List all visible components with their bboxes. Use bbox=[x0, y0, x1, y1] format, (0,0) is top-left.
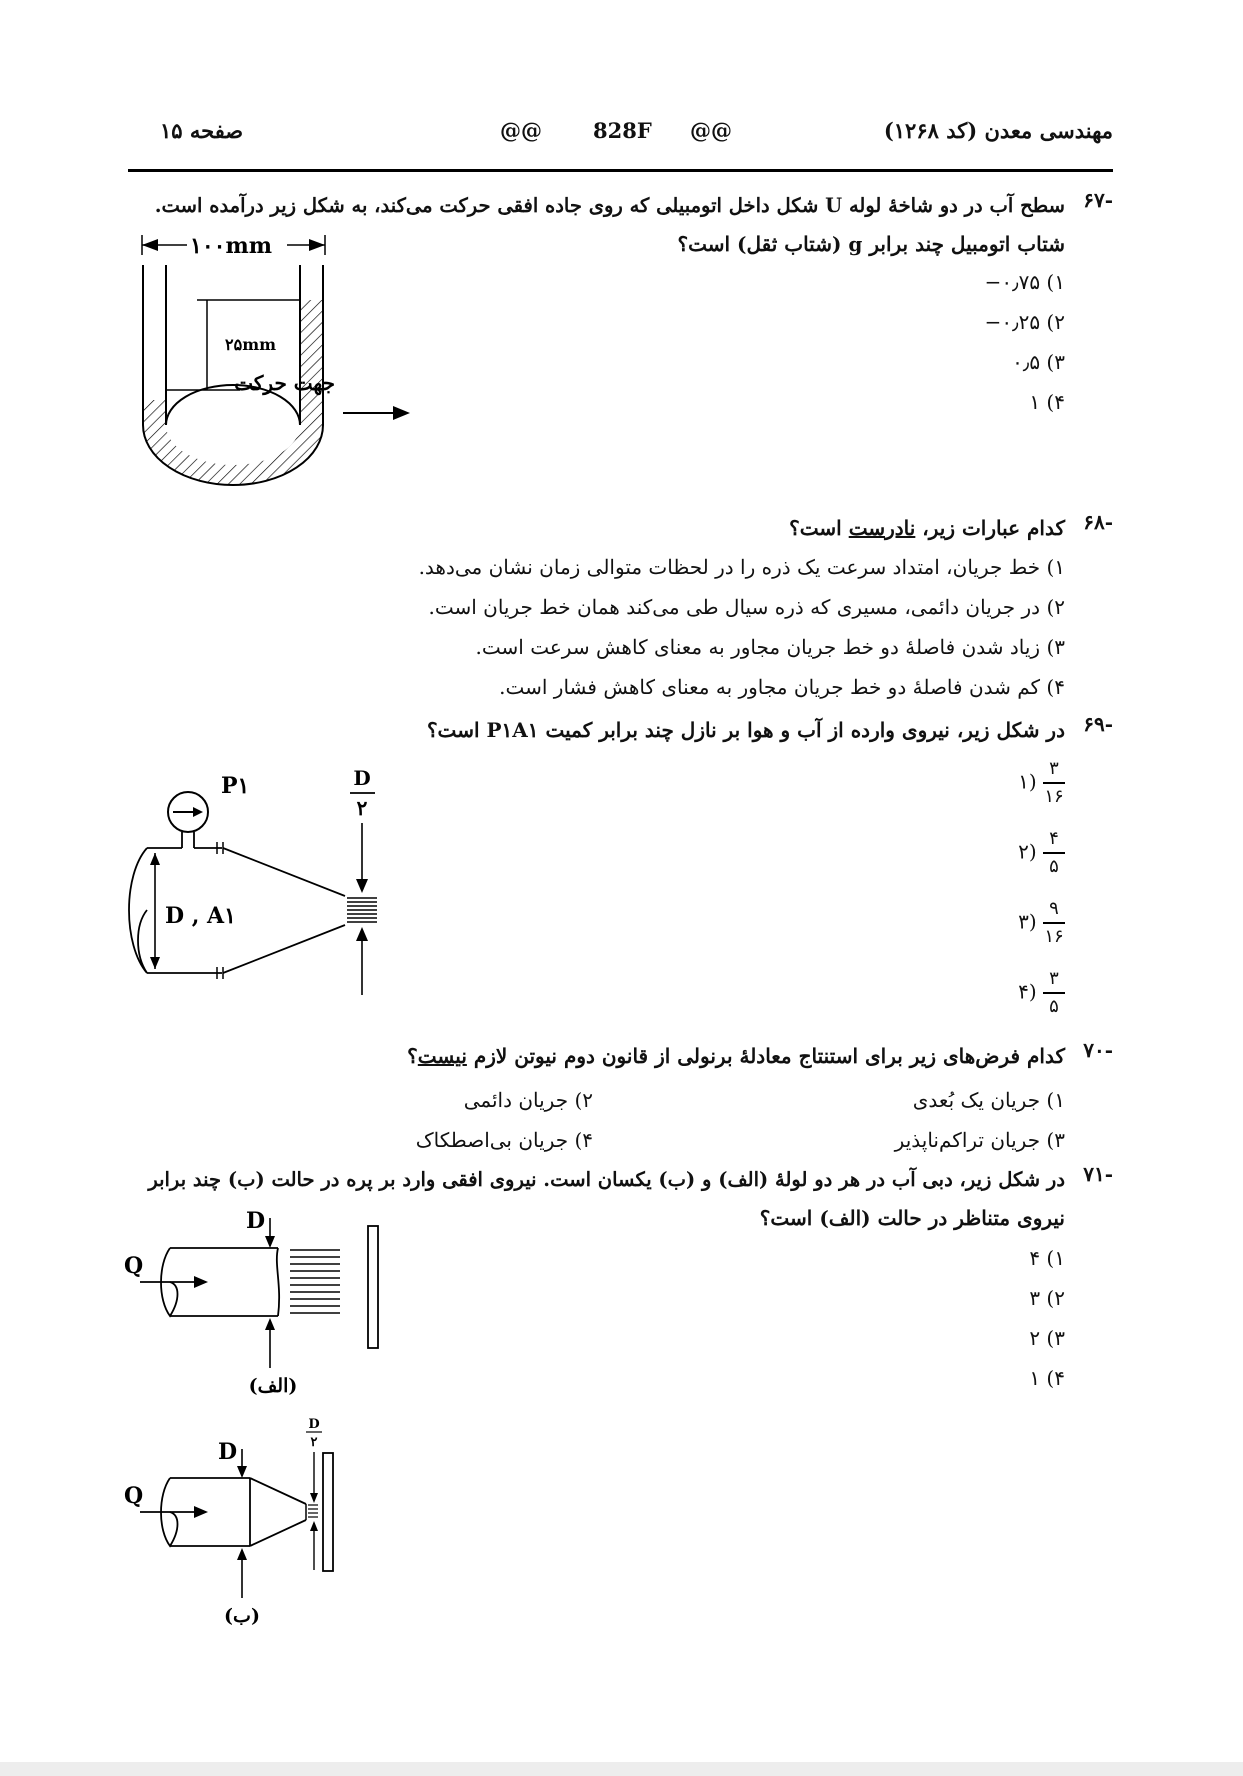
q67-option-3[interactable]: ۳) ۰٫۵ bbox=[1012, 350, 1065, 374]
pipe-figure-b bbox=[118, 1415, 398, 1625]
q70-stem-underlined: نیست bbox=[417, 1044, 467, 1068]
motion-direction-label: جهت حرکت bbox=[234, 371, 335, 395]
q69-option-2-label: ۲) bbox=[1018, 839, 1037, 864]
diameter-label-a: D bbox=[246, 1210, 266, 1234]
booklet-code: 828F bbox=[593, 118, 652, 143]
q68-stem-underlined: نادرست bbox=[848, 516, 916, 540]
motion-arrow-icon bbox=[393, 406, 410, 420]
q69-option-1-label: ۱) bbox=[1018, 769, 1037, 794]
q71-option-4[interactable]: ۴) ۱ bbox=[1029, 1366, 1065, 1390]
q70-number: -۷۰ bbox=[1083, 1038, 1113, 1062]
nozzle-num-b: D bbox=[308, 1417, 320, 1432]
nozzle-figure bbox=[125, 755, 455, 1000]
flow-label-b: Q bbox=[124, 1483, 144, 1509]
q68-stem-b: است؟ bbox=[789, 516, 849, 540]
q69-option-1-den: ۱۶ bbox=[1044, 786, 1064, 807]
q68-option-4[interactable]: ۴) کم شدن فاصلهٔ دو خط جریان مجاور به معنای کاهش فشار است. bbox=[499, 675, 1065, 699]
q69-option-3-den: ۱۶ bbox=[1044, 926, 1064, 947]
q70-option-2[interactable]: ۲) جریان دائمی bbox=[463, 1088, 593, 1112]
page-footer-band bbox=[0, 1762, 1243, 1776]
q67-number: -۶۷ bbox=[1083, 188, 1113, 212]
q69-option-3-label: ۳) bbox=[1018, 909, 1037, 934]
flow-arrow-icon bbox=[194, 1276, 208, 1288]
q68-option-1[interactable]: ۱) خط جریان، امتداد سرعت یک ذره را در لحظات متوالی زمان نشان می‌دهد. bbox=[418, 555, 1065, 579]
diameter-label-b: D bbox=[218, 1439, 238, 1465]
q69-option-4-label: ۴) bbox=[1018, 979, 1037, 1004]
u-tube-height-label: ۲۵mm bbox=[225, 335, 277, 354]
q71-option-1[interactable]: ۱) ۴ bbox=[1029, 1246, 1065, 1270]
caption-a: (الف) bbox=[248, 1375, 298, 1395]
nozzle-diameter-den: ۲ bbox=[356, 796, 368, 820]
q70-stem bbox=[75, 1038, 1065, 1074]
plate-a bbox=[368, 1226, 378, 1348]
q67-stem-line1: سطح آب در دو شاخهٔ لوله U شکل داخل اتومبیلی که روی جاده افقی حرکت می‌کند، به شکل زیر درآمده است. bbox=[154, 194, 1065, 217]
q68-option-2[interactable]: ۲) در جریان دائمی، مسیری که ذره سیال طی می‌کند همان خط جریان است. bbox=[428, 595, 1065, 619]
q67-stem-line2: شتاب اتومبیل چند برابر g (شتاب ثقل) است؟ bbox=[677, 232, 1065, 256]
page-number: صفحه ۱۵ bbox=[160, 118, 244, 143]
q70-option-3[interactable]: ۳) جریان تراکم‌ناپذیر bbox=[894, 1128, 1065, 1152]
u-tube-width-label: ۱۰۰mm bbox=[190, 233, 273, 259]
q69-option-2[interactable] bbox=[1018, 828, 1065, 878]
nozzle-den-b: ۲ bbox=[310, 1435, 318, 1450]
q68-number: -۶۸ bbox=[1083, 510, 1113, 534]
q69-option-4-den: ۵ bbox=[1049, 996, 1059, 1017]
q67-option-4[interactable]: ۴) ۱ bbox=[1029, 390, 1065, 414]
q71-number: -۷۱ bbox=[1083, 1162, 1113, 1186]
q69-option-4[interactable] bbox=[1018, 968, 1065, 1018]
q71-stem-line2: نیروی متناظر در حالت (الف) است؟ bbox=[759, 1206, 1065, 1230]
q67-option-2[interactable]: ۲) ‎−۰٫۲۵ bbox=[984, 310, 1065, 334]
caption-b: (ب) bbox=[224, 1605, 260, 1625]
pipe-diameter-label: D , A۱ bbox=[165, 903, 236, 929]
q71-option-2[interactable]: ۲) ۳ bbox=[1029, 1286, 1065, 1310]
q70-option-1[interactable]: ۱) جریان یک بُعدی bbox=[912, 1088, 1065, 1112]
q69-option-1-num: ۳ bbox=[1049, 758, 1059, 779]
q69-option-3[interactable] bbox=[1018, 898, 1065, 948]
nozzle-diameter-num: D bbox=[353, 766, 371, 790]
q69-stem: در شکل زیر، نیروی وارده از آب و هوا بر نازل چند برابر کمیت P۱A۱ است؟ bbox=[426, 718, 1065, 742]
pipe-figure-a bbox=[118, 1210, 398, 1395]
q67-option-1[interactable]: ۱) ‎−۰٫۷۵ bbox=[984, 270, 1065, 294]
q68-stem-a: کدام عبارات زیر، bbox=[915, 516, 1065, 540]
q69-number: -۶۹ bbox=[1083, 712, 1113, 736]
header-rule bbox=[128, 169, 1113, 172]
u-tube-figure bbox=[125, 225, 445, 515]
gauge-pressure-label: P۱ bbox=[221, 773, 250, 799]
q68-stem bbox=[75, 510, 1065, 546]
exam-title: مهندسی معدن (کد ۱۲۶۸) bbox=[883, 118, 1113, 143]
q69-option-3-num: ۹ bbox=[1049, 898, 1059, 919]
q70-option-4[interactable]: ۴) جریان بی‌اصطکاک bbox=[415, 1128, 593, 1152]
q69-option-2-den: ۵ bbox=[1049, 856, 1059, 877]
flow-label-a: Q bbox=[124, 1253, 144, 1279]
q69-option-4-num: ۳ bbox=[1049, 968, 1059, 989]
q69-option-1[interactable] bbox=[1018, 758, 1065, 808]
q70-stem-b: ؟ bbox=[407, 1044, 418, 1068]
header-mark-right: @@ bbox=[690, 118, 732, 143]
q70-stem-a: کدام فرض‌های زیر برای استنتاج معادلهٔ برنولی از قانون دوم نیوتن لازم bbox=[466, 1044, 1065, 1068]
q68-option-3[interactable]: ۳) زیاد شدن فاصلهٔ دو خط جریان مجاور به معنای کاهش سرعت است. bbox=[475, 635, 1065, 659]
q71-option-3[interactable]: ۳) ۲ bbox=[1029, 1326, 1065, 1350]
plate-b bbox=[323, 1453, 333, 1571]
header-mark-left: @@ bbox=[500, 118, 542, 143]
q69-option-2-num: ۴ bbox=[1049, 828, 1059, 849]
q71-stem-line1: در شکل زیر، دبی آب در هر دو لولهٔ (الف) و (ب) یکسان است. نیروی افقی وارد بر پره در حالت (ب) چند برابر bbox=[148, 1168, 1065, 1191]
